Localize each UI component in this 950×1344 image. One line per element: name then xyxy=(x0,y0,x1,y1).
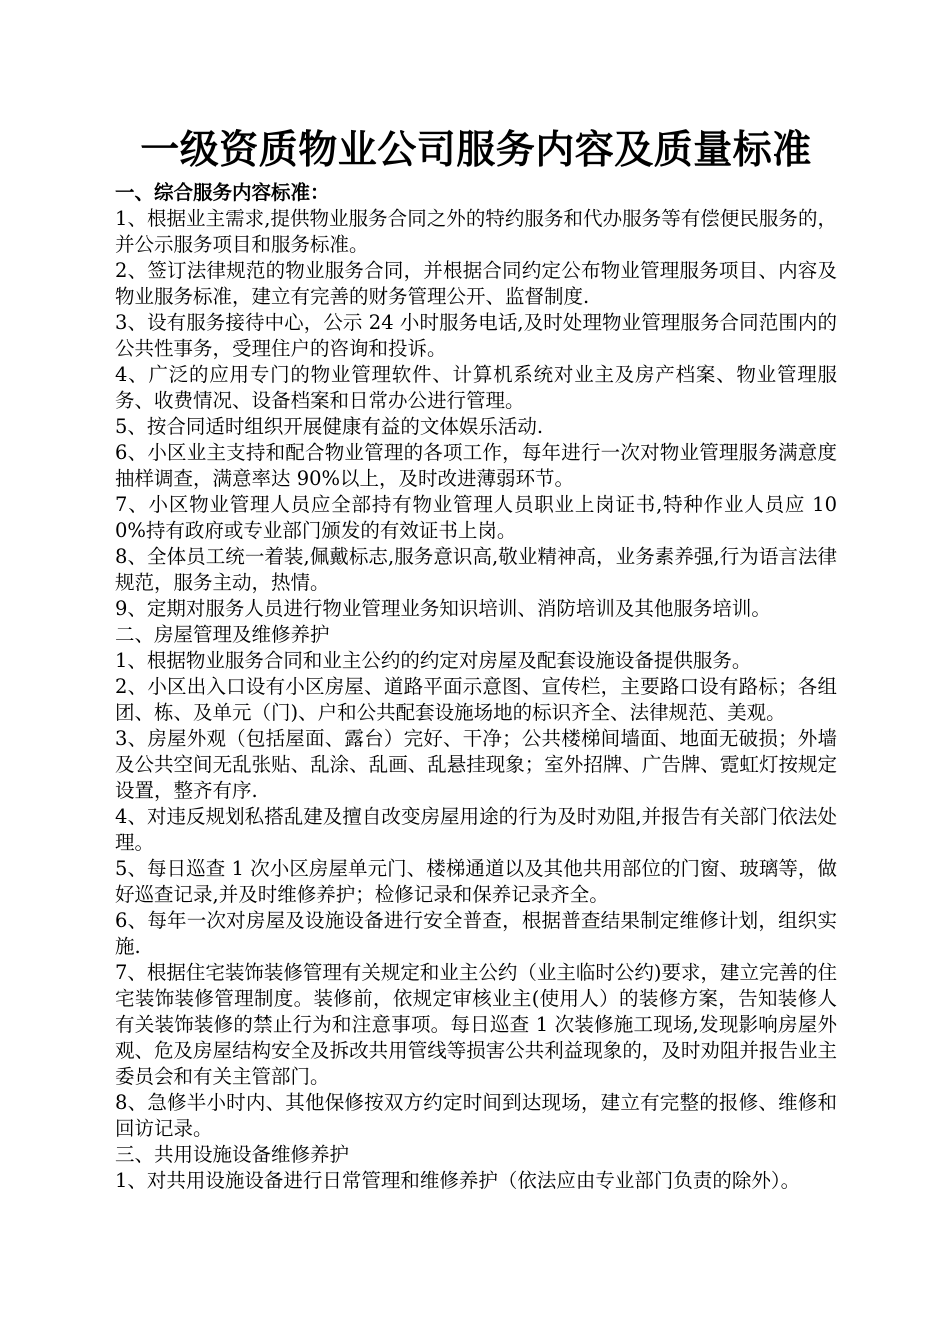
paragraph: 2、签订法律规范的物业服务合同，并根据合同约定公布物业管理服务项目、内容及物业服务标准，建立有完善的财务管理公开、监督制度. xyxy=(115,259,837,308)
paragraph: 5、按合同适时组织开展健康有益的文体娱乐活动. xyxy=(115,415,544,438)
paragraph: 7、小区物业管理人员应全部持有物业管理人员职业上岗证书,特种作业人员应 100%持有政府或专业部门颁发的有效证书上岗。 xyxy=(115,493,837,542)
section-heading-facilities: 三、共用设施设备维修养护 xyxy=(115,1143,350,1166)
paragraph: 8、急修半小时内、其他保修按双方约定时间到达现场，建立有完整的报修、维修和回访记录。 xyxy=(115,1091,837,1140)
paragraph: 4、广泛的应用专门的物业管理软件、计算机系统对业主及房产档案、物业管理服务、收费情况、设备档案和日常办公进行管理。 xyxy=(115,363,837,412)
paragraph: 1、根据业主需求,提供物业服务合同之外的特约服务和代办服务等有偿便民服务的，并公示服务项目和服务标准。 xyxy=(115,207,837,256)
paragraph: 1、根据物业服务合同和业主公约的约定对房屋及配套设施设备提供服务。 xyxy=(115,649,752,672)
paragraph: 8、全体员工统一着装,佩戴标志,服务意识高,敬业精神高，业务素养强,行为语言法律规范，服务主动，热情。 xyxy=(115,545,837,594)
document-title: 一级资质物业公司服务内容及质量标准 xyxy=(140,127,812,173)
section-heading-general: 一、综合服务内容标准： xyxy=(115,181,330,204)
paragraph: 6、小区业主支持和配合物业管理的各项工作，每年进行一次对物业管理服务满意度抽样调查，满意率达 90%以上，及时改进薄弱环节。 xyxy=(115,441,837,490)
paragraph: 2、小区出入口设有小区房屋、道路平面示意图、宣传栏，主要路口设有路标；各组团、栋、及单元（门)、户和公共配套设施场地的标识齐全、法律规范、美观。 xyxy=(115,675,837,724)
paragraph: 9、定期对服务人员进行物业管理业务知识培训、消防培训及其他服务培训。 xyxy=(115,597,771,620)
paragraph: 3、房屋外观（包括屋面、露台）完好、干净；公共楼梯间墙面、地面无破损；外墙及公共空间无乱张贴、乱涂、乱画、乱悬挂现象；室外招牌、广告牌、霓虹灯按规定设置，整齐有序. xyxy=(115,727,837,802)
paragraph: 4、对违反规划私搭乱建及擅自改变房屋用途的行为及时劝阻,并报告有关部门依法处理。 xyxy=(115,805,837,854)
paragraph: 6、每年一次对房屋及设施设备进行安全普查，根据普查结果制定维修计划，组织实施. xyxy=(115,909,837,958)
paragraph: 7、根据住宅装饰装修管理有关规定和业主公约（业主临时公约)要求，建立完善的住宅装饰装修管理制度。装修前，依规定审核业主(使用人）的装修方案，告知装修人有关装饰装修的禁止行为和注意事项。每日巡查 1 次装修施工现场,发现影响房屋外观、危及房屋结构安全及拆改共用管线等损害公共利益现象的，及时劝阻并报告业主委员会和有关主管部门。 xyxy=(115,961,838,1088)
paragraph: 5、每日巡查 1 次小区房屋单元门、楼梯通道以及其他共用部位的门窗、玻璃等，做好巡查记录,并及时维修养护；检修记录和保养记录齐全。 xyxy=(115,857,837,906)
document-page xyxy=(115,122,837,1194)
section-heading-housing: 二、房屋管理及维修养护 xyxy=(115,623,330,646)
paragraph: 3、设有服务接待中心，公示 24 小时服务电话,及时处理物业管理服务合同范围内的公共性事务，受理住户的咨询和投诉。 xyxy=(115,311,837,360)
paragraph: 1、对共用设施设备进行日常管理和维修养护（依法应由专业部门负责的除外）。 xyxy=(115,1169,801,1192)
